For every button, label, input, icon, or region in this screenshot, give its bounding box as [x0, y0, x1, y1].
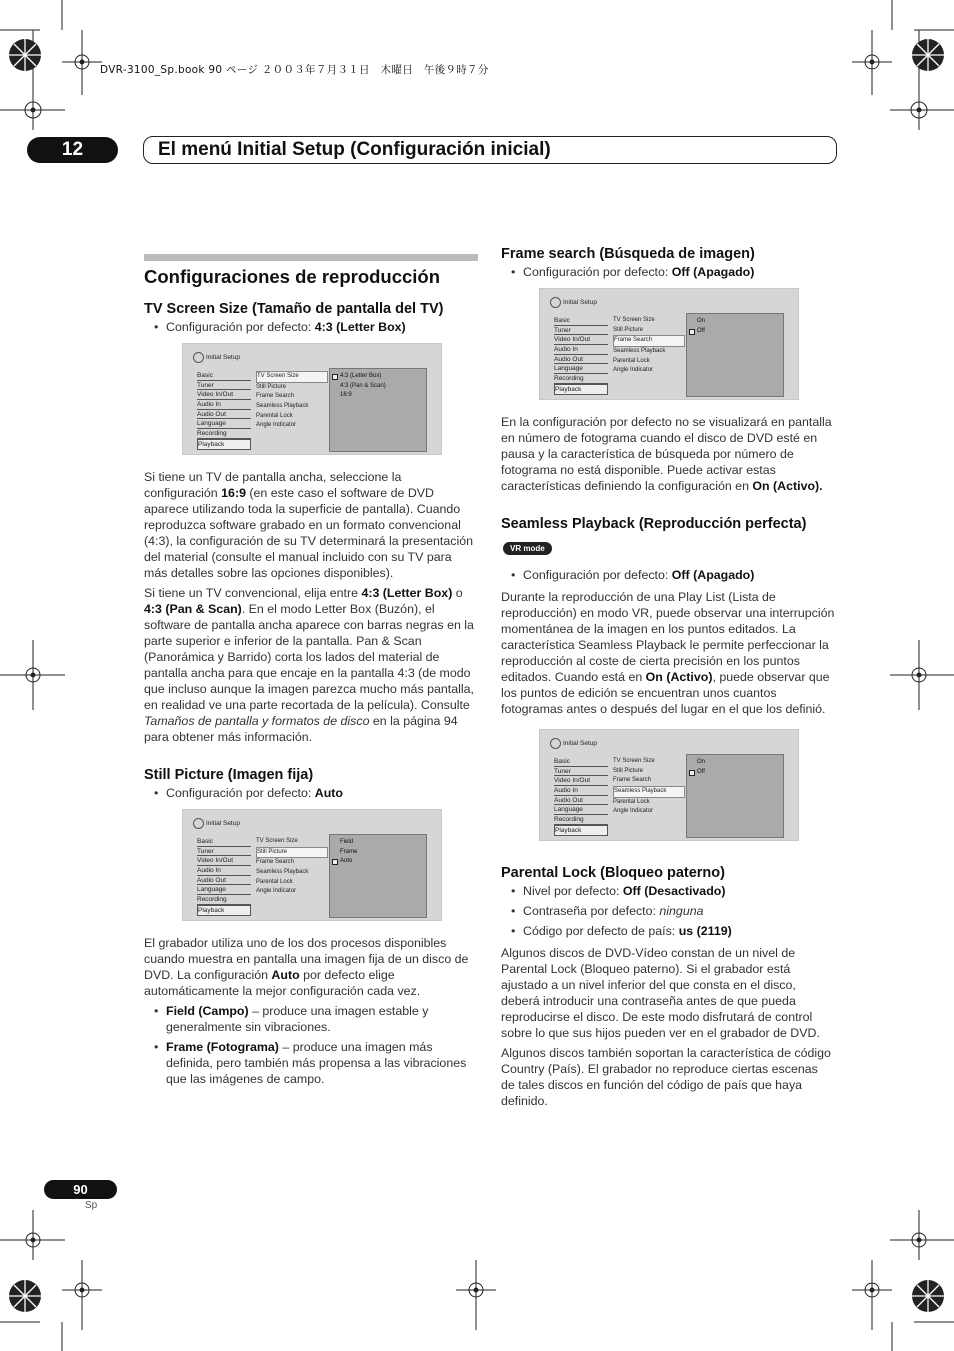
osd-items: TV Screen Size Still Picture Frame Search Seamless Playback Parental Lock Angle Indicator — [613, 316, 685, 376]
tv-screen-size-title: TV Screen Size (Tamaño de pantalla del TV) — [144, 301, 444, 317]
osd-menu: Basic Tuner Video In/Out Audio In Audio Out Language Recording Playback — [554, 757, 608, 836]
parental-country-code: • Código por defecto de país: us (2119) — [501, 923, 835, 939]
parental-password: • Contraseña por defecto: ninguna — [501, 903, 835, 919]
print-header: DVR-3100_Sp.book 90 ページ ２００３年７月３１日 木曜日 午後９時７分 — [100, 64, 489, 76]
frame-default-list — [501, 264, 835, 280]
page-language: Sp — [85, 1200, 98, 1211]
page-number: 90 — [44, 1180, 117, 1199]
still-picture-title: Still Picture (Imagen fija) — [144, 767, 314, 783]
vr-mode-badge: VR mode — [503, 542, 552, 555]
frame-search-title: Frame search (Búsqueda de imagen) — [501, 246, 755, 262]
tv-default-list — [144, 319, 478, 335]
disc-icon — [193, 352, 204, 363]
parental-paragraph-1: Algunos discos de DVD-Vídeo constan de un nivel de Parental Lock (Bloqueo paterno). Si el grabador está ajustado a un nivel inferior del que consta en el disco, deberá introducir una contraseña antes de que pueda reproducirse el disco. De este modo disfrutará de control sobre lo que sus hijos pueden ver en el grabador de DVD. — [501, 946, 820, 1040]
tv-default: • Configuración por defecto: 4:3 (Letter Box) — [144, 319, 478, 335]
parental-defaults-list — [501, 883, 835, 939]
osd-items: TV Screen Size Still Picture Frame Search Seamless Playback Parental Lock Angle Indicator — [256, 837, 328, 897]
osd-options-panel: On Off — [686, 754, 784, 838]
osd-options-panel: On Off — [686, 313, 784, 397]
disc-icon — [550, 738, 561, 749]
osd-title: Initial Setup — [193, 352, 240, 363]
osd-menu: Basic Tuner Video In/Out Audio In Audio Out Language Recording Playback — [197, 371, 251, 450]
osd-menu: Basic Tuner Video In/Out Audio In Audio Out Language Recording Playback — [197, 837, 251, 916]
parental-level: • Nivel por defecto: Off (Desactivado) — [501, 883, 835, 899]
chapter-title: El menú Initial Setup (Configuración inicial) — [158, 139, 551, 160]
parental-paragraph-2: Algunos discos también soportan la característica de código Country (País). El grabador no reproduce ciertas escenas de tales discos en función del código de país que haya definido. — [501, 1046, 831, 1108]
still-default: • Configuración por defecto: Auto — [144, 785, 478, 801]
tv-paragraph-1: Si tiene un TV de pantalla ancha, seleccione la configuración 16:9 (en este caso el software de DVD aparece utilizando toda la superficie de pantalla). Cuando reproduzca software grabado en un formato convencional (4:3), la configuración de su TV determinará la presentación del material (consulte el manual incluido con su TV para más detalles sobre las opciones disponibles). — [144, 470, 473, 580]
seamless-default: • Configuración por defecto: Off (Apagado) — [501, 567, 835, 583]
still-paragraph-1: El grabador utiliza uno de los dos procesos disponibles cuando muestra en pantalla una imagen fija de un disco de DVD. La configuración Auto por defecto elige automáticamente la mejor configuración cada vez. — [144, 936, 469, 998]
section-heading: Configuraciones de reproducción — [144, 266, 441, 287]
osd-title: Initial Setup — [550, 738, 597, 749]
osd-title: Initial Setup — [193, 818, 240, 829]
osd-items: TV Screen Size Still Picture Frame Search Seamless Playback Parental Lock Angle Indicator — [256, 371, 328, 431]
osd-menu: Basic Tuner Video In/Out Audio In Audio Out Language Recording Playback — [554, 316, 608, 395]
seamless-paragraph-1: Durante la reproducción de una Play List (Lista de reproducción) en modo VR, puede observar una interrupción momentánea de la imagen en los puntos editados. La característica Seamless Playback le permite perfeccionar la reproducción al coste de cierta precisión en los puntos editados. Cuando está en On (Activo), puede observar que los puntos de edición se encuentran unos cuantos fotogramas antes o después del lugar en el que los definió. — [501, 590, 835, 716]
seamless-playback-title: Seamless Playback (Reproducción perfecta) — [501, 516, 807, 532]
frame-paragraph-1: En la configuración por defecto no se visualizará en pantalla en número de fotograma cuando el disco de DVD esté en pausa y la característica de búsqueda por número de fotograma no está disponible. Puede activar estas características definiendo la configuración en On (Activo). — [501, 415, 832, 493]
frame-default: • Configuración por defecto: Off (Apagado) — [501, 264, 835, 280]
osd-frame-search — [539, 288, 799, 400]
osd-tv-screen-size — [182, 343, 442, 455]
disc-icon — [550, 297, 561, 308]
still-option-field: • Field (Campo) – produce una imagen estable y generalmente sin vibraciones. — [144, 1003, 478, 1035]
left-column — [144, 254, 478, 1093]
disc-icon — [193, 818, 204, 829]
seamless-default-list — [501, 567, 835, 583]
parental-lock-title: Parental Lock (Bloqueo paterno) — [501, 865, 725, 881]
right-column — [501, 246, 835, 1113]
still-option-frame: • Frame (Fotograma) – produce una imagen más definida, pero también más propensa a las vibraciones que las imágenes de campo. — [144, 1039, 478, 1087]
chapter-number: 12 — [27, 137, 118, 163]
still-default-list — [144, 785, 478, 801]
still-options-list — [144, 1003, 478, 1087]
osd-seamless-playback — [539, 729, 799, 841]
section-bar — [144, 254, 478, 261]
osd-options-panel: 4:3 (Letter Box) 4:3 (Pan & Scan) 16:9 — [329, 368, 427, 452]
osd-title: Initial Setup — [550, 297, 597, 308]
osd-options-panel: Field Frame Auto — [329, 834, 427, 918]
osd-items: TV Screen Size Still Picture Frame Search Seamless Playback Parental Lock Angle Indicator — [613, 757, 685, 817]
tv-paragraph-2: Si tiene un TV convencional, elija entre 4:3 (Letter Box) o 4:3 (Pan & Scan). En el modo Letter Box (Buzón), el software de pantalla ancha aparece con barras negras en la parte superior e inferior de la pantalla. Pan & Scan (Panorámica y Barrido) corta los lados del material de pantalla ancha para que encaje en la pantalla 4:3 (de modo que incluso aunque la imagen parezca mucho más pantalla, en realidad ve una parte recortada de la película). Consulte Tamaños de pantalla y formatos de disco en la página 94 para obtener más información. — [144, 586, 474, 744]
osd-still-picture — [182, 809, 442, 921]
chapter-title-box — [143, 136, 837, 164]
